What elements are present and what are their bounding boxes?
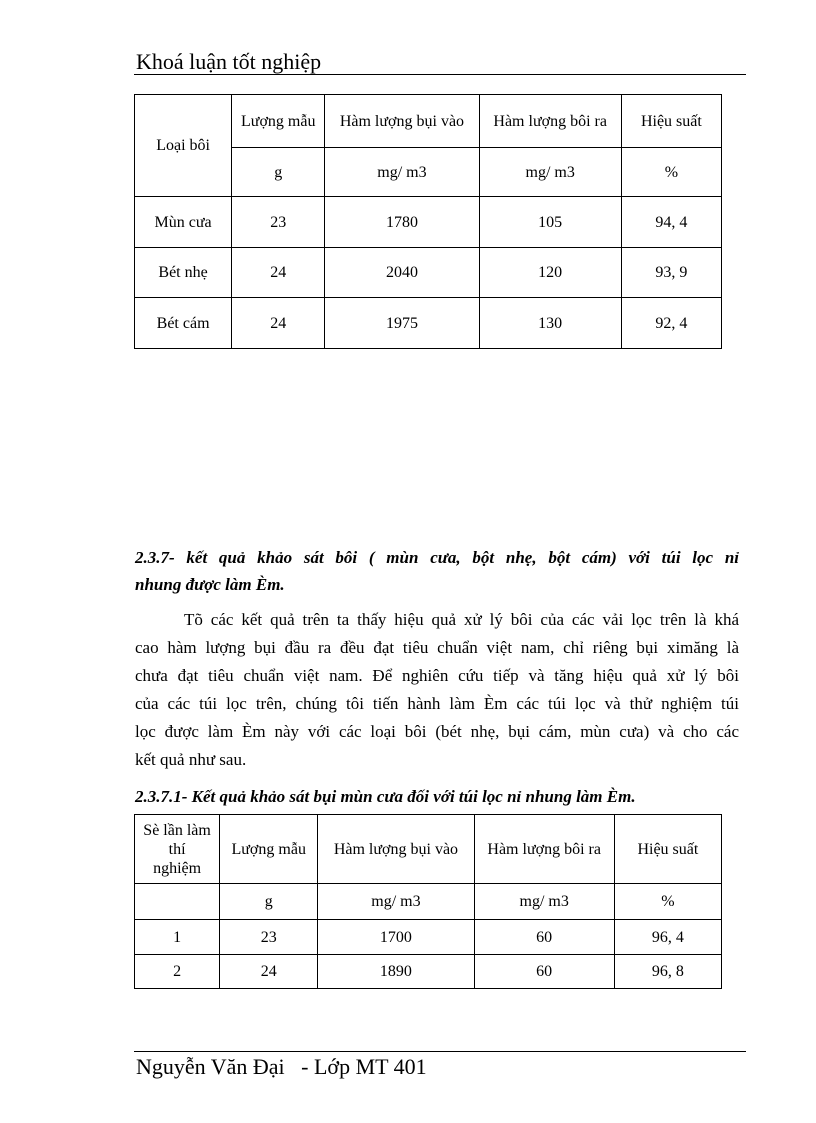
cell: 94, 4 <box>621 197 721 248</box>
cell: 1975 <box>325 298 479 349</box>
section-heading-line-2: nhung được làm Èm. <box>135 575 285 594</box>
table-row <box>135 920 722 955</box>
unit-g: g <box>232 148 325 197</box>
table-row <box>135 248 722 298</box>
unit-pct: % <box>621 148 721 197</box>
cell: 92, 4 <box>621 298 721 349</box>
col-header-ra: Hàm lượng bôi ra <box>474 815 614 884</box>
paragraph-line: kết quả như sau. <box>135 750 247 769</box>
unit-vao: mg/ m3 <box>325 148 479 197</box>
footer-author: Nguyễn Văn Đại - Lớp MT 401 <box>136 1054 427 1079</box>
cell: 1700 <box>318 920 474 955</box>
unit-g: g <box>220 884 318 920</box>
cell: 105 <box>479 197 621 248</box>
cell: 93, 9 <box>621 248 721 298</box>
cell: Bét cám <box>135 298 232 349</box>
cell: 60 <box>474 920 614 955</box>
cell: 24 <box>232 298 325 349</box>
col-header-vao: Hàm lượng bụi vào <box>325 95 479 148</box>
section-heading-line-1: 2.3.7- kết quả khảo sát bôi ( mùn cưa, bột nhẹ, bột cám) với túi lọc nỉ <box>135 548 739 567</box>
cell: Bét nhẹ <box>135 248 232 298</box>
paragraph-line: của các túi lọc trên, chúng tôi tiến hành làm Èm các túi lọc và thử nghiệm túi <box>135 694 739 713</box>
cell: 96, 8 <box>614 955 721 989</box>
cell: 60 <box>474 955 614 989</box>
col-header-so-lan: Sè lần làm thí nghiệm <box>135 815 220 884</box>
col-header-luong: Lượng mẫu <box>220 815 318 884</box>
cell-empty <box>135 884 220 920</box>
cell: 96, 4 <box>614 920 721 955</box>
table-row <box>135 197 722 248</box>
col-header-vao: Hàm lượng bụi vào <box>318 815 474 884</box>
table-row <box>135 298 722 349</box>
cell: 24 <box>232 248 325 298</box>
cell: 130 <box>479 298 621 349</box>
dust-table-1 <box>134 94 722 349</box>
unit-ra: mg/ m3 <box>474 884 614 920</box>
header-title: Khoá luận tốt nghiệp <box>136 49 322 74</box>
cell: 23 <box>220 920 318 955</box>
cell: 120 <box>479 248 621 298</box>
col-header-hieu: Hiệu suất <box>614 815 721 884</box>
page-footer <box>134 1051 746 1079</box>
col-header-hieu: Hiệu suất <box>621 95 721 148</box>
cell: 1780 <box>325 197 479 248</box>
cell: 24 <box>220 955 318 989</box>
paragraph-line: chưa đạt tiêu chuẩn việt nam. Để nghiên cứu tiếp và tăng hiệu quả xử lý bôi <box>135 666 739 685</box>
cell: 23 <box>232 197 325 248</box>
paragraph-line: Tõ các kết quả trên ta thấy hiệu quả xử lý bôi của các vải lọc trên là khá <box>184 610 739 629</box>
col-header-luong: Lượng mẫu <box>232 95 325 148</box>
cell: 2 <box>135 955 220 989</box>
sub-heading: 2.3.7.1- Kết quả khảo sát bụi mùn cưa đối với túi lọc nỉ nhung làm Èm. <box>135 787 636 806</box>
unit-pct: % <box>614 884 721 920</box>
paragraph-line: lọc được làm Èm này với các loại bôi (bét nhẹ, bụi cám, mùn cưa) và cho các <box>135 722 739 741</box>
paragraph-line: cao hàm lượng bụi đầu ra đều đạt tiêu chuẩn việt nam, chỉ riêng bụi ximăng là <box>135 638 739 657</box>
dust-table-2 <box>134 814 722 989</box>
cell: 2040 <box>325 248 479 298</box>
unit-ra: mg/ m3 <box>479 148 621 197</box>
unit-vao: mg/ m3 <box>318 884 474 920</box>
col-header-ra: Hàm lượng bôi ra <box>479 95 621 148</box>
cell: 1890 <box>318 955 474 989</box>
cell: 1 <box>135 920 220 955</box>
body-paragraph <box>135 606 739 774</box>
page-header <box>134 48 746 75</box>
table-row <box>135 955 722 989</box>
cell: Mùn cưa <box>135 197 232 248</box>
col-header-loai: Loại bôi <box>135 95 232 197</box>
